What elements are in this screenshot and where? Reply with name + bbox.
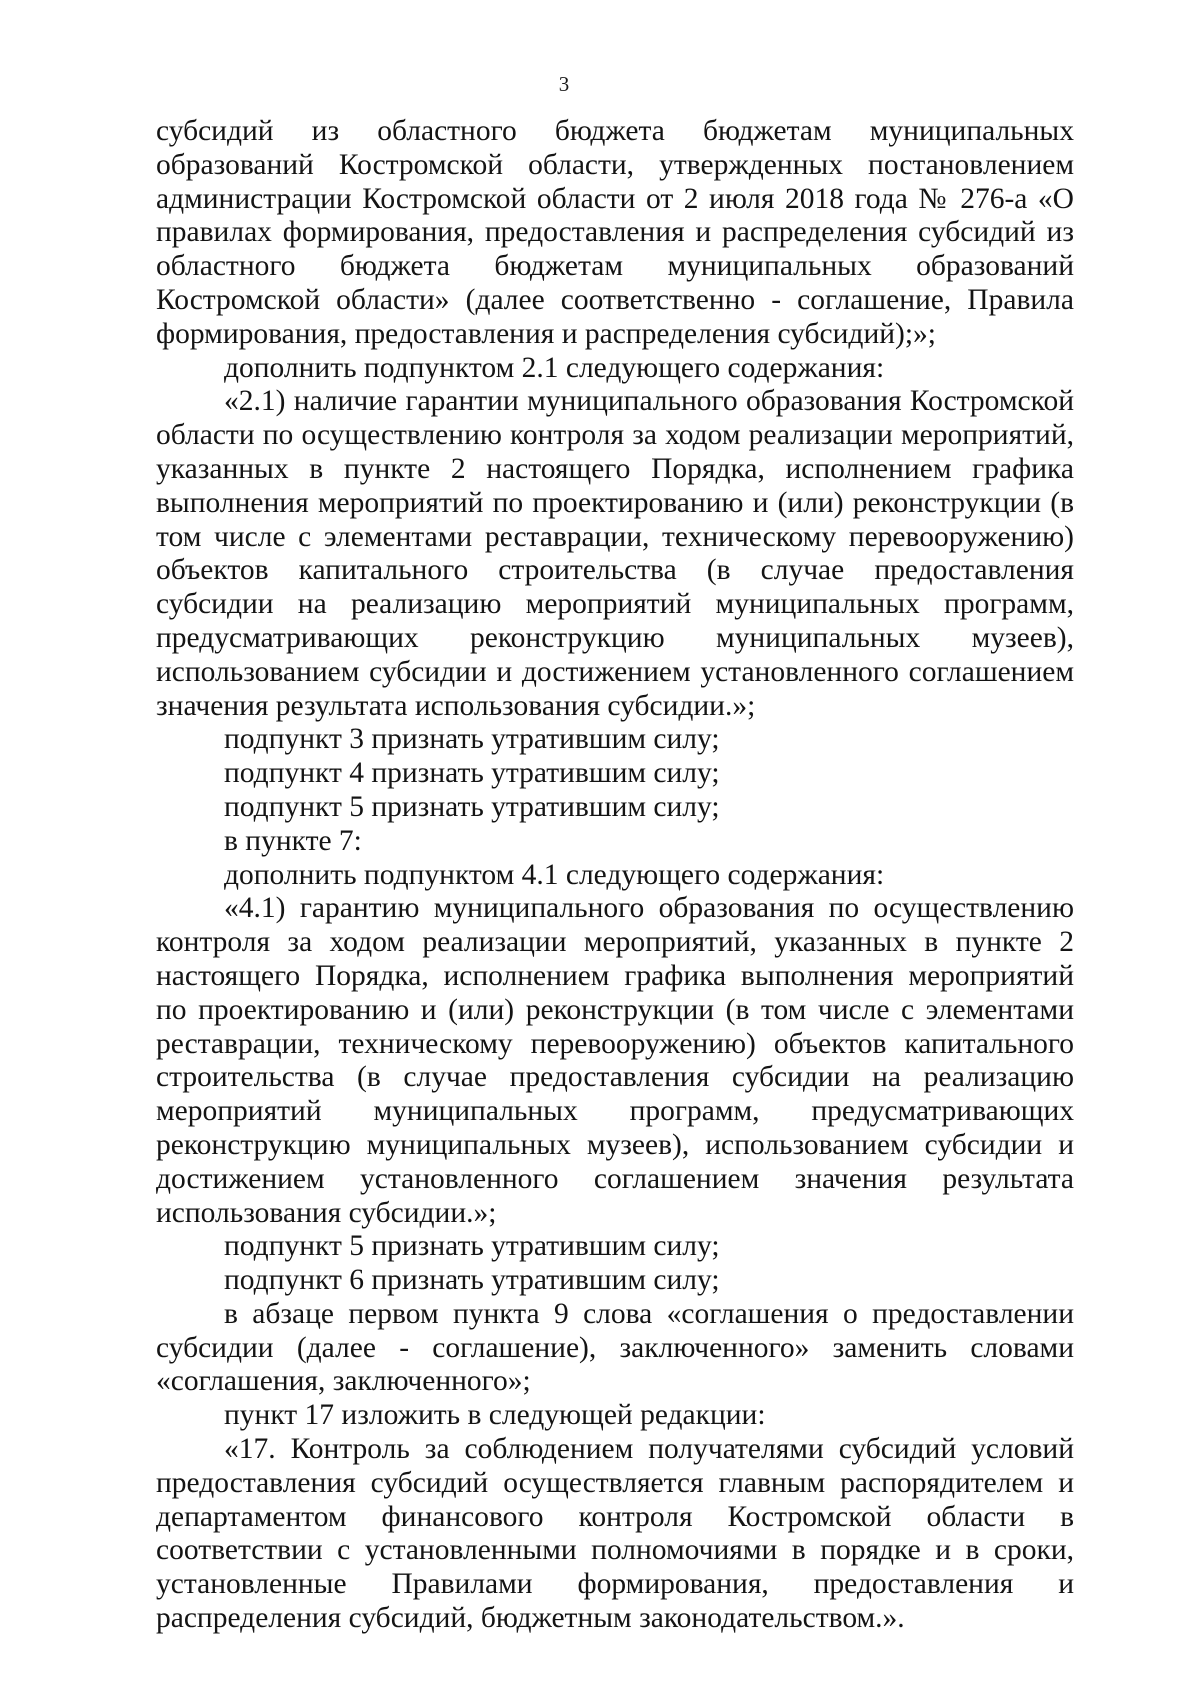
paragraph: подпункт 6 признать утратившим силу; — [224, 1264, 720, 1297]
paragraph: в пункте 7: — [224, 824, 362, 857]
paragraph: подпункт 5 признать утратившим силу; — [224, 1230, 720, 1263]
paragraph: «17. Контроль за соблюдением получателями субсидий условий предоставления субсидий осуществляется главным распорядителем и департаментом финансового контроля Костромской области в соответствии с установленными полномочиями в порядке и в сроки, установленные Правилами формирования, предоставления и распределения субсидий, бюджетным законодательством.». — [156, 1433, 1074, 1635]
paragraph: «4.1) гарантию муниципального образования по осуществлению контроля за ходом реализации мероприятий, указанных в пункте 2 настоящего Порядка, исполнением графика выполнения мероприятий по проектированию и (или) реконструкции (в том числе с элементами реставрации, техническому перевооружению) объектов капитального строительства (в случае предоставления субсидии на реализацию мероприятий муниципальных программ, предусматривающих реконструкцию муниципальных музеев), использованием субсидии и достижением установленного соглашением значения результата использования субсидии.»; — [156, 892, 1074, 1229]
paragraph: подпункт 3 признать утратившим силу; — [224, 723, 720, 756]
paragraph: подпункт 4 признать утратившим силу; — [224, 757, 720, 790]
paragraph: «2.1) наличие гарантии муниципального образования Костромской области по осуществлению контроля за ходом реализации мероприятий, указанных в пункте 2 настоящего Порядка, исполнением графика выполнения мероприятий по проектированию и (или) реконструкции (в том числе с элементами реставрации, техническому перевооружению) объектов капитального строительства (в случае предоставления субсидии на реализацию мероприятий муниципальных программ, предусматривающих реконструкцию муниципальных музеев), использованием субсидии и достижением установленного соглашением значения результата использования субсидии.»; — [156, 385, 1074, 722]
document-body — [156, 115, 1074, 1636]
paragraph: дополнить подпунктом 4.1 следующего содержания: — [224, 858, 885, 891]
paragraph: пункт 17 изложить в следующей редакции: — [224, 1399, 766, 1432]
paragraph: в абзаце первом пункта 9 слова «соглашения о предоставлении субсидии (далее - соглашение), заключенного» заменить словами «соглашения, заключенного»; — [156, 1297, 1074, 1398]
paragraph: подпункт 5 признать утратившим силу; — [224, 790, 720, 823]
paragraph: дополнить подпунктом 2.1 следующего содержания: — [224, 351, 885, 384]
page-number: 3 — [558, 72, 570, 96]
paragraph-continuation: субсидий из областного бюджета бюджетам муниципальных образований Костромской области, утвержденных постановлением администрации Костромской области от 2 июля 2018 года № 276-а «О правилах формирования, предоставления и распределения субсидий из областного бюджета бюджетам муниципальных образований Костромской области» (далее соответственно - соглашение, Правила формирования, предоставления и распределения субсидий);»; — [156, 115, 1074, 350]
